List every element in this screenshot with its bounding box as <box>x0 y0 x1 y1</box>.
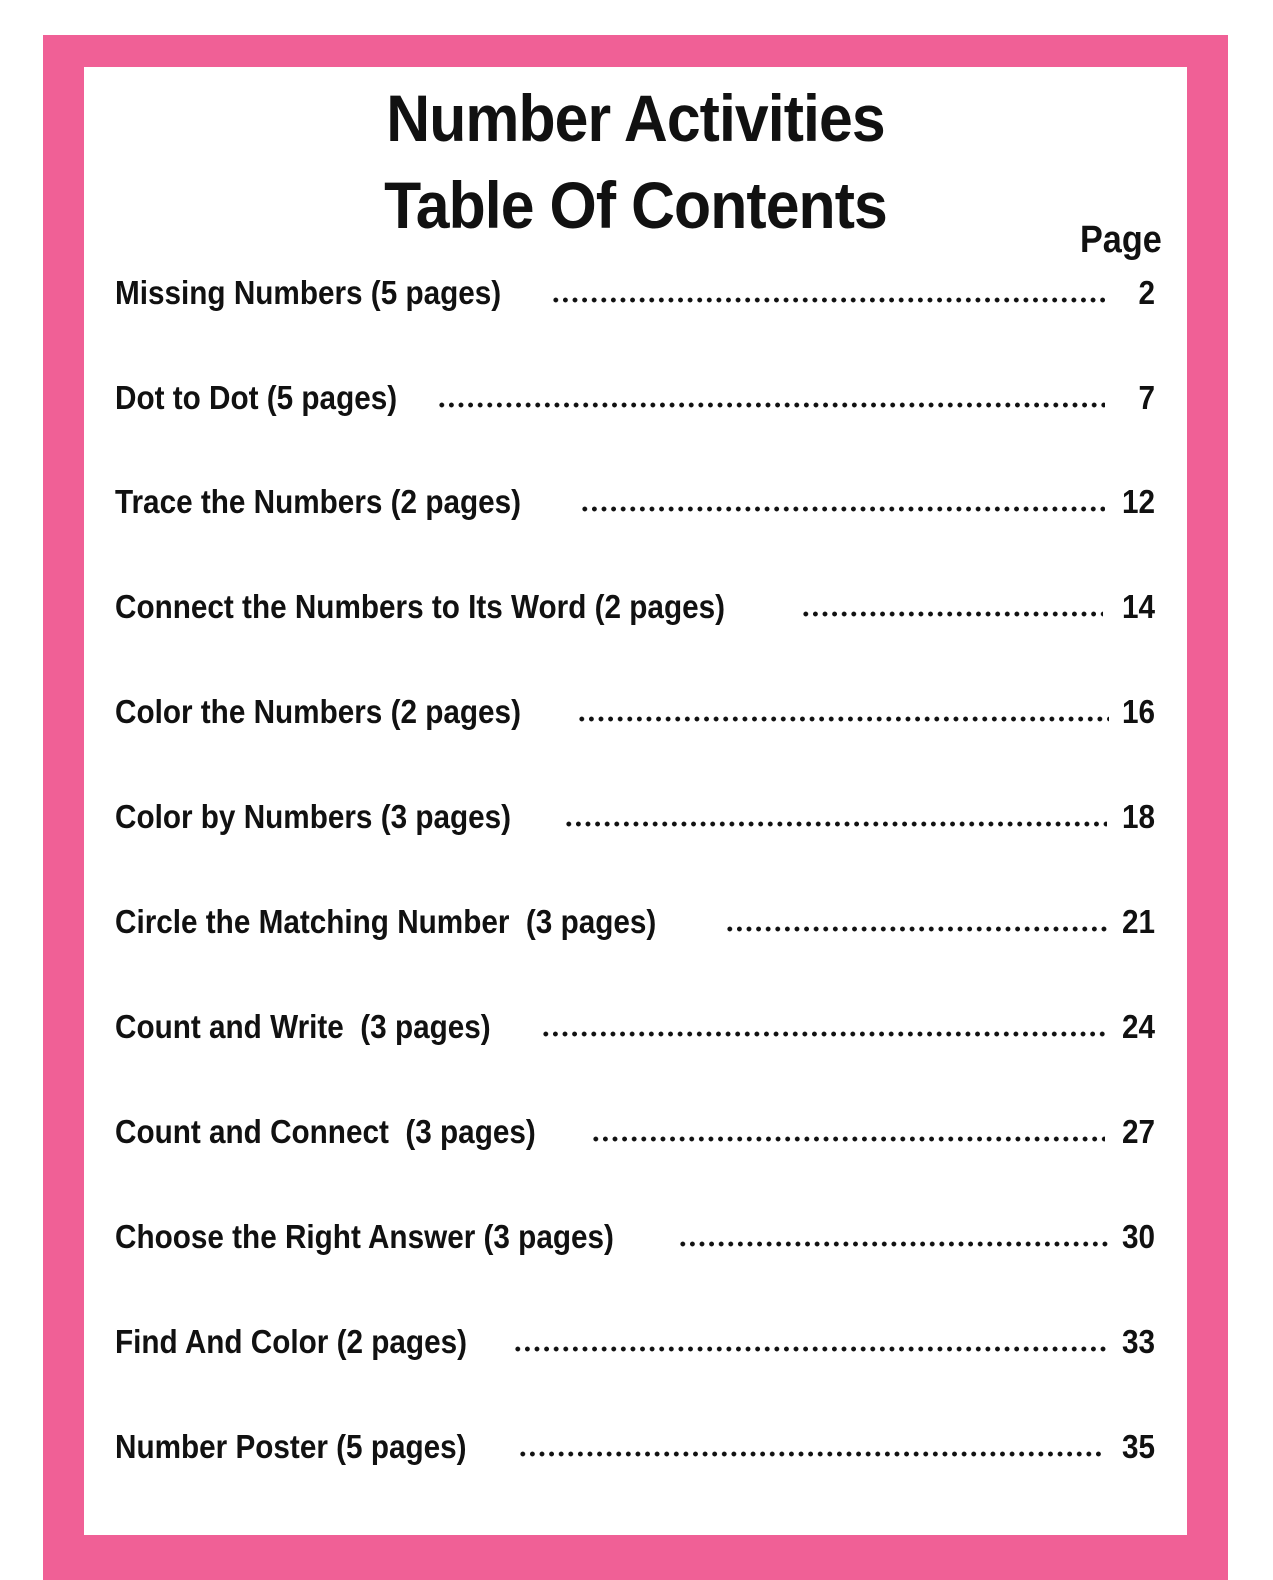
toc-entry-page: 33 <box>1121 1323 1155 1360</box>
toc-entry-page: 7 <box>1138 379 1155 416</box>
toc-entry-page: 2 <box>1138 274 1155 311</box>
toc-entry-page: 35 <box>1121 1428 1155 1465</box>
toc-entry-label: Color the Numbers (2 pages) <box>115 693 521 730</box>
toc-entry <box>115 792 1155 842</box>
toc-entry-page: 16 <box>1121 693 1155 730</box>
toc-entry-label: Number Poster (5 pages) <box>115 1428 467 1465</box>
toc-entry <box>115 1002 1155 1052</box>
toc-entry-label: Missing Numbers (5 pages) <box>115 274 502 311</box>
toc-entry <box>115 1422 1155 1472</box>
toc-entry <box>115 897 1155 947</box>
page-title-line2: Table Of Contents <box>384 168 887 242</box>
leader-dots <box>580 506 1105 512</box>
leader-dots <box>725 926 1107 932</box>
toc-entry-label: Trace the Numbers (2 pages) <box>115 483 522 520</box>
content-sheet <box>84 67 1187 1535</box>
toc-entry <box>115 1107 1155 1157</box>
leader-dots <box>577 716 1109 722</box>
toc-entry-page: 12 <box>1121 483 1155 520</box>
toc-entry <box>115 268 1155 318</box>
leader-dots <box>591 1136 1105 1142</box>
leader-dots <box>564 821 1107 827</box>
leader-dots <box>801 611 1103 617</box>
toc-entry-page: 14 <box>1121 588 1155 625</box>
leader-dots <box>541 1031 1107 1037</box>
toc-entry <box>115 1317 1155 1367</box>
toc-entry-label: Choose the Right Answer (3 pages) <box>115 1218 614 1255</box>
toc-entry <box>115 582 1155 632</box>
page-title-line1: Number Activities <box>386 81 885 155</box>
toc-entry-label: Count and Write (3 pages) <box>115 1008 491 1045</box>
toc-entry <box>115 477 1155 527</box>
toc-entry-page: 24 <box>1121 1008 1155 1045</box>
toc-entry-page: 18 <box>1121 798 1155 835</box>
toc-entry-label: Find And Color (2 pages) <box>115 1323 467 1360</box>
leader-dots <box>513 1346 1107 1352</box>
leader-dots <box>518 1451 1103 1457</box>
toc-entry-page: 30 <box>1121 1218 1155 1255</box>
toc-entry-label: Count and Connect (3 pages) <box>115 1113 536 1150</box>
toc-entry-label: Dot to Dot (5 pages) <box>115 379 398 416</box>
toc-entry <box>115 1212 1155 1262</box>
leader-dots <box>551 297 1105 303</box>
leader-dots <box>437 402 1105 408</box>
toc-entry-label: Circle the Matching Number (3 pages) <box>115 903 657 940</box>
toc-entry-label: Connect the Numbers to Its Word (2 pages) <box>115 588 726 625</box>
toc-entry-page: 27 <box>1121 1113 1155 1150</box>
toc-entry-page: 21 <box>1121 903 1155 940</box>
page-column-header: Page <box>1080 219 1162 261</box>
toc-entry <box>115 373 1155 423</box>
toc-entry <box>115 687 1155 737</box>
leader-dots <box>678 1241 1109 1247</box>
toc-entry-label: Color by Numbers (3 pages) <box>115 798 512 835</box>
